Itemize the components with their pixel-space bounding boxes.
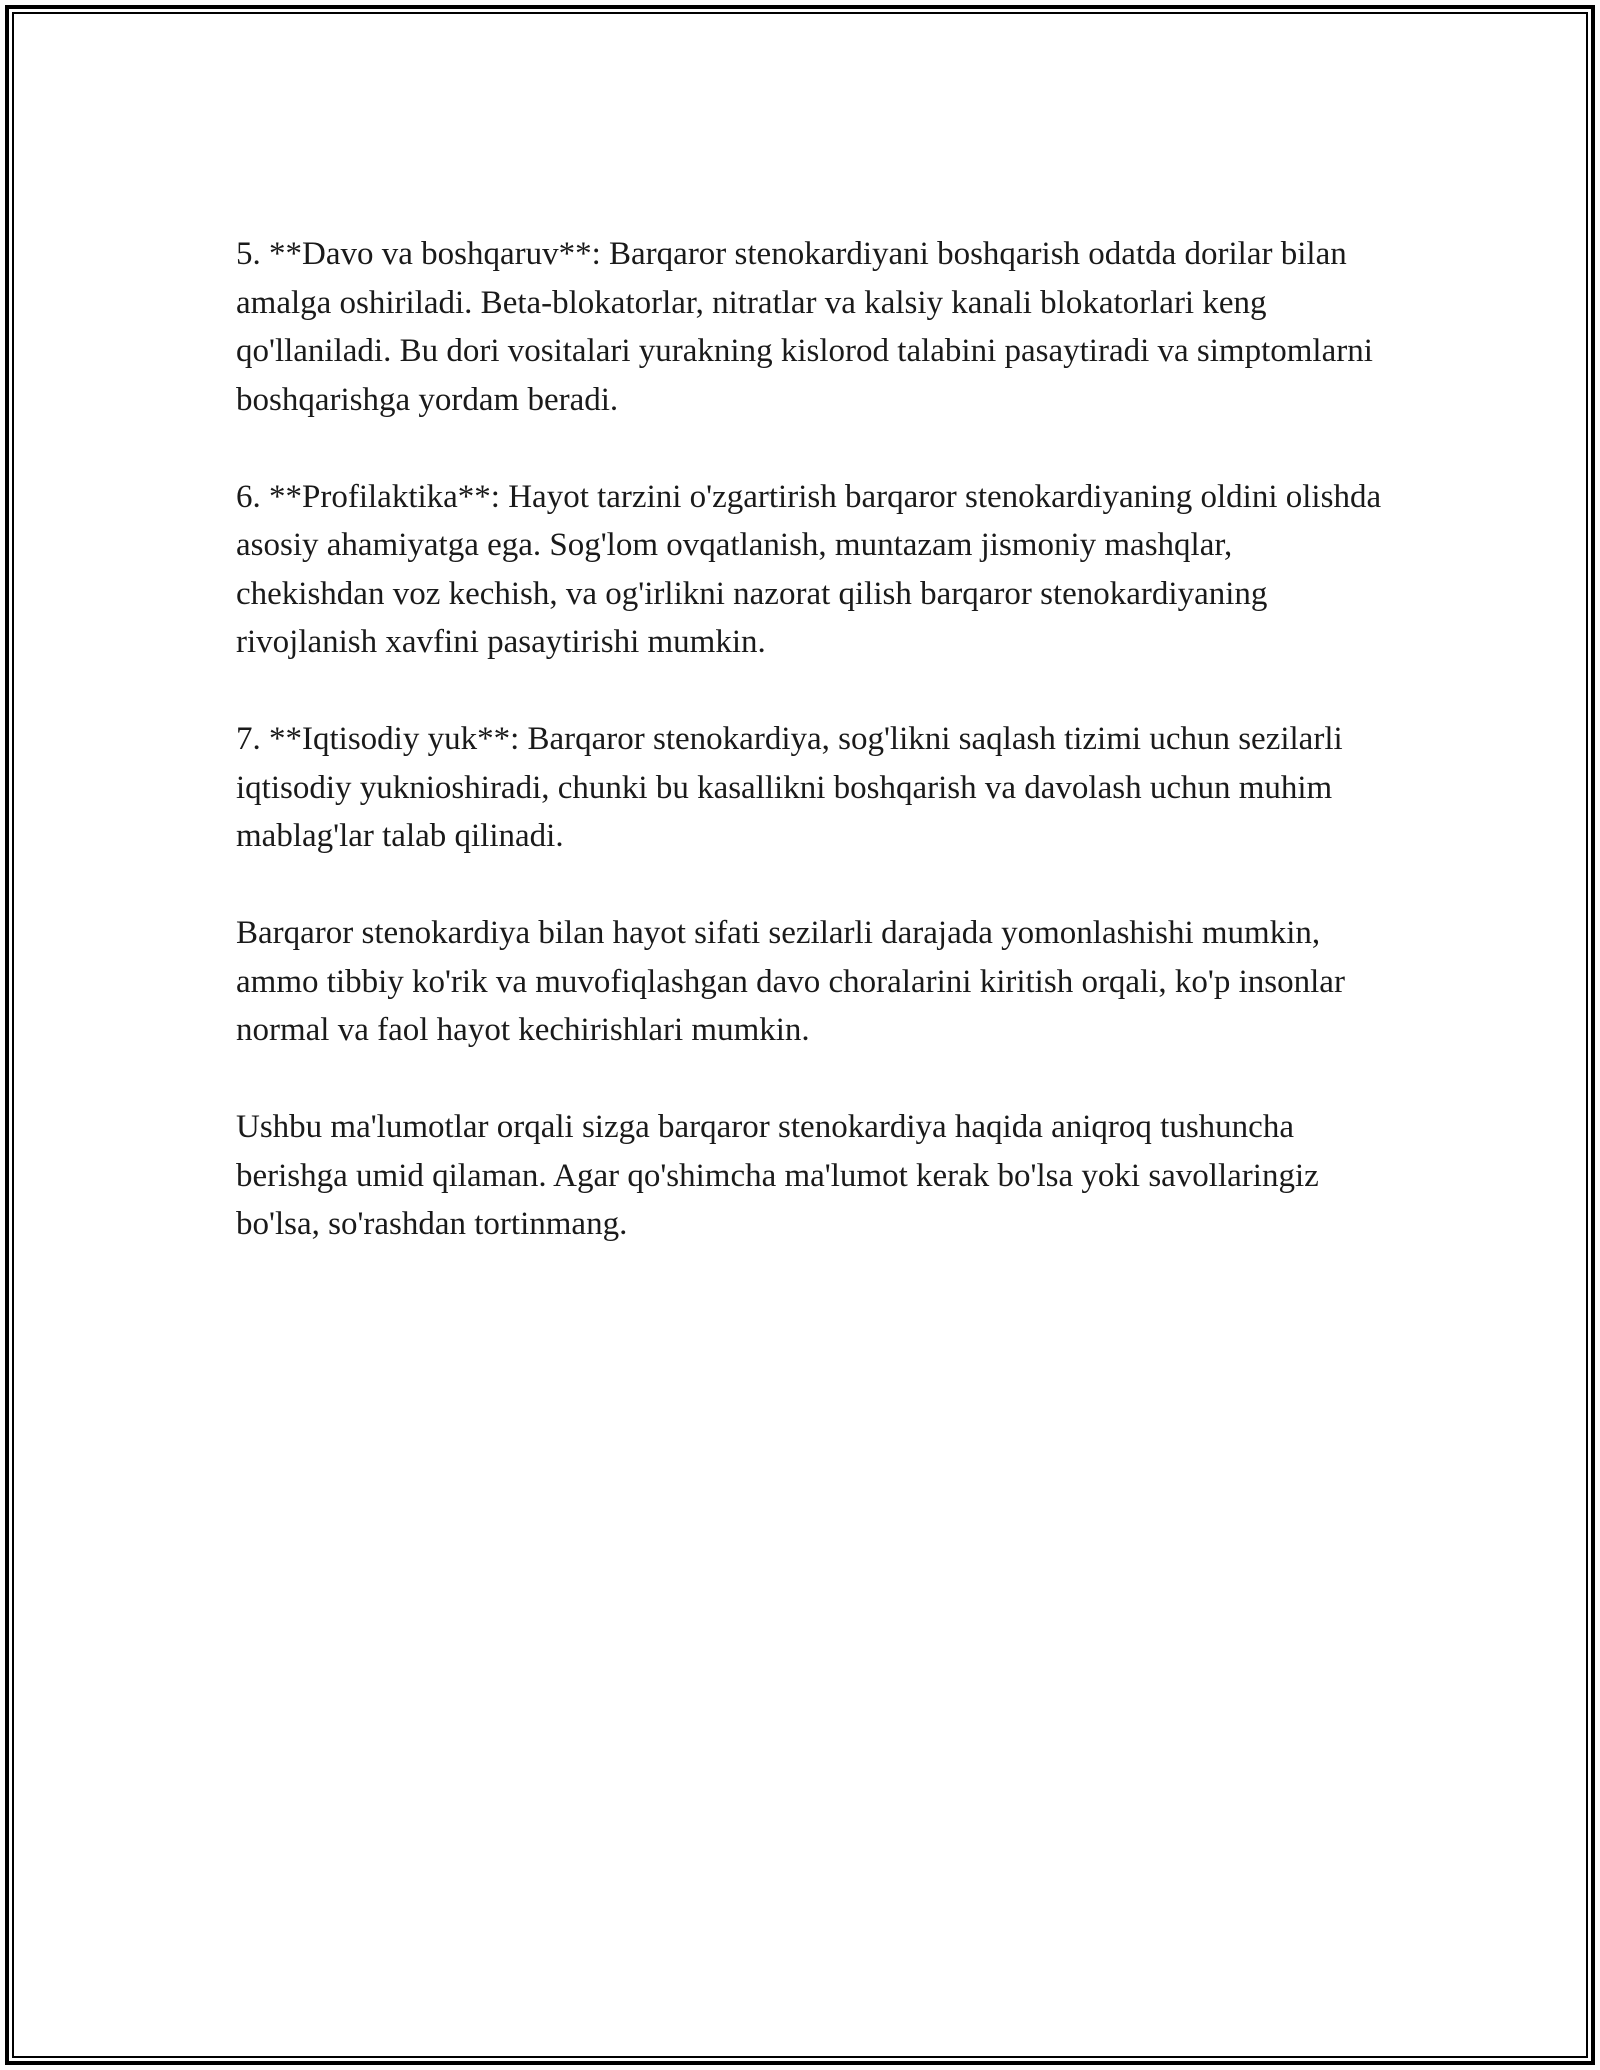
paragraph-closing: Ushbu ma'lumotlar orqali sizga barqaror stenokardiya haqida aniqroq tushuncha berishga umid qilaman. Agar qo'shimcha ma'lumot kerak bo'lsa yoki savollaringiz bo'lsa, so'rashdan tortinmang. bbox=[236, 1109, 1319, 1242]
paragraph-prevention: 6. **Profilaktika**: Hayot tarzini o'zgartirish barqaror stenokardiyaning oldini olishda asosiy ahamiyatga ega. Sog'lom ovqatlanish, muntazam jismoniy mashqlar, chekishdan voz kechish, va og'irlikni nazorat qilish barqaror stenokardiyaning rivojlanish xavfini pasaytirishi mumkin. bbox=[236, 478, 1382, 660]
document-body bbox=[236, 230, 1386, 1297]
paragraph-economic-burden: 7. **Iqtisodiy yuk**: Barqaror stenokardiya, sog'likni saqlash tizimi uchun sezilarli iqtisodiy yuknioshiradi, chunki bu kasallikni boshqarish va davolash uchun muhim mablag'lar talab qilinadi. bbox=[236, 721, 1343, 854]
paragraph-treatment: 5. **Davo va boshqaruv**: Barqaror stenokardiyani boshqarish odatda dorilar bilan amalga oshiriladi. Beta-blokatorlar, nitratlar va kalsiy kanali blokatorlari keng qo'llaniladi. Bu dori vositalari yurakning kislorod talabini pasaytiradi va simptomlarni boshqarishga yordam beradi. bbox=[236, 236, 1373, 418]
paragraph-quality-of-life: Barqaror stenokardiya bilan hayot sifati sezilarli darajada yomonlashishi mumkin, ammo tibbiy ko'rik va muvofiqlashgan davo choralarini kiritish orqali, ko'p insonlar normal va faol hayot kechirishlari mumkin. bbox=[236, 915, 1345, 1048]
